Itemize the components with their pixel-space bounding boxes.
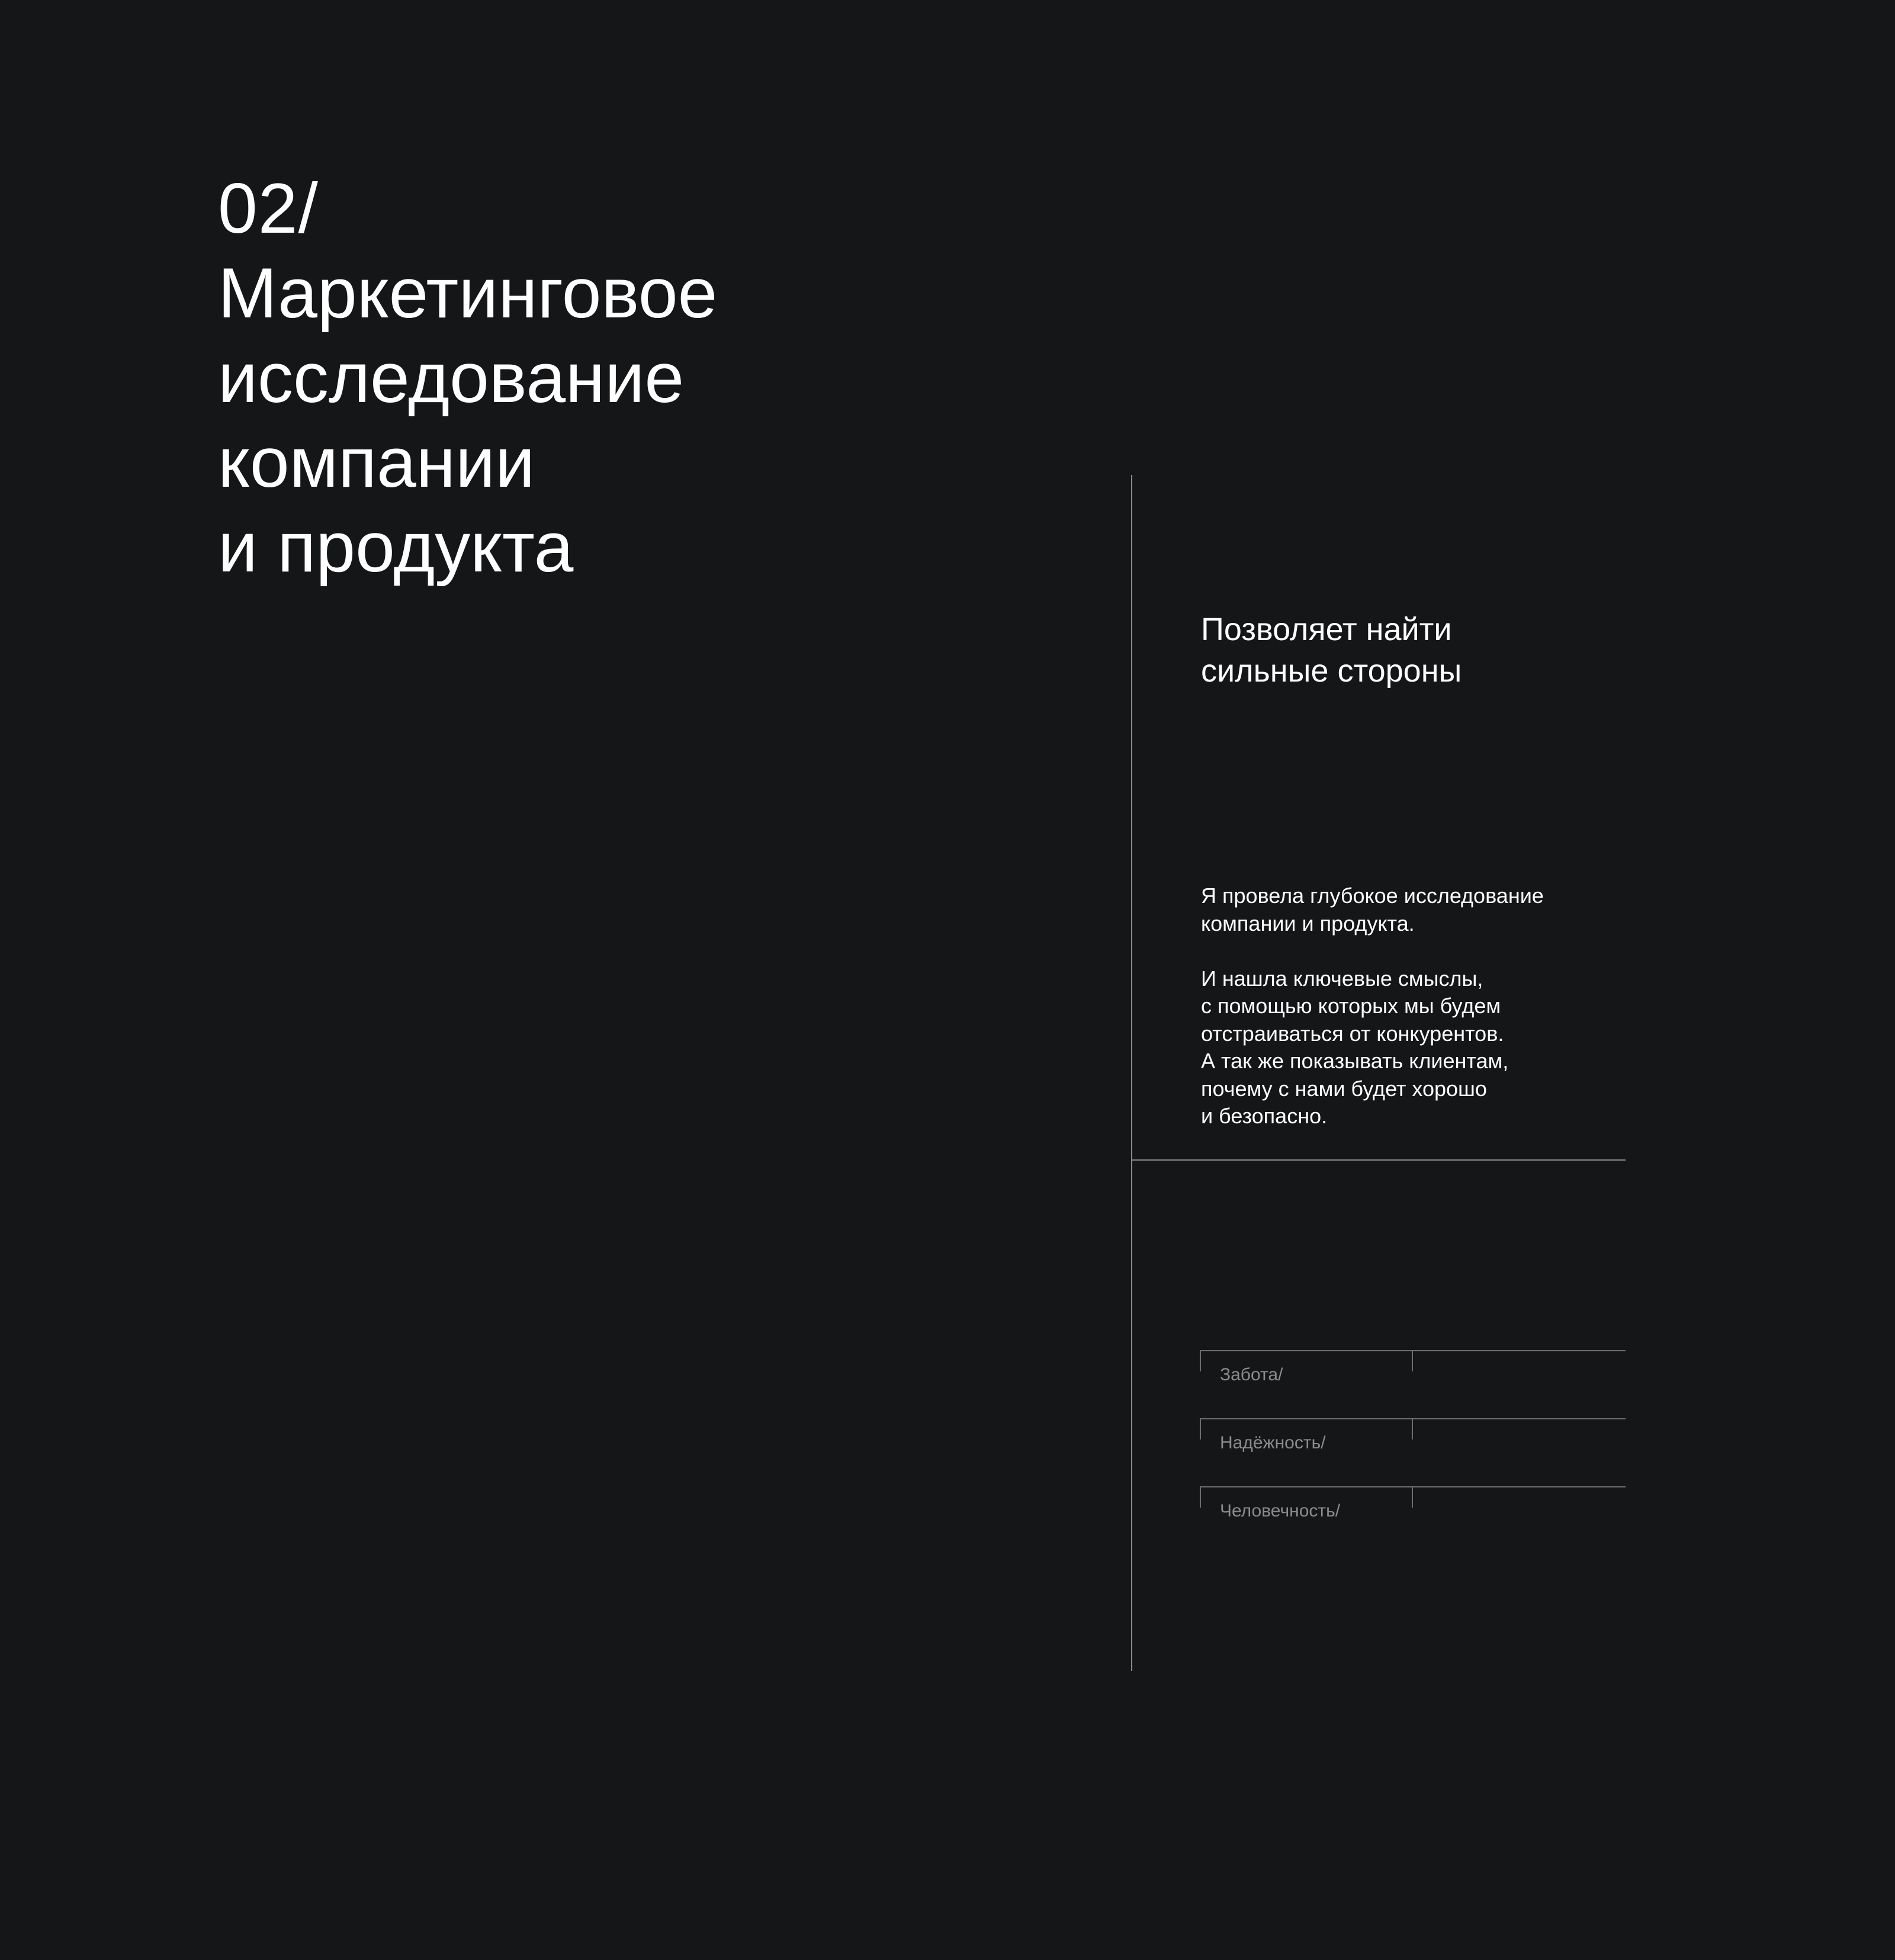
value-label: Надёжность/: [1220, 1433, 1326, 1453]
description-line: И нашла ключевые смыслы,: [1201, 966, 1483, 991]
description-line: и безопасно.: [1201, 1104, 1328, 1128]
panel-description: [1201, 882, 1544, 1130]
section-title-line: и продукта: [218, 507, 574, 587]
value-tick: [1200, 1350, 1201, 1371]
horizontal-divider: [1131, 1159, 1626, 1161]
section-title-line: Маркетинговое: [218, 253, 718, 333]
value-item: [1200, 1486, 1626, 1554]
paragraph-gap: [1201, 937, 1544, 965]
values-list: [1200, 1350, 1626, 1554]
section-title-line: исследование: [218, 338, 685, 417]
value-item: [1200, 1350, 1626, 1418]
panel-subtitle-line: Позволяет найти: [1201, 612, 1452, 647]
description-line: А так же показывать клиентам,: [1201, 1049, 1509, 1073]
section-title-line: компании: [218, 423, 535, 502]
description-line: Я провела глубокое исследование: [1201, 883, 1544, 908]
section-title: [218, 251, 717, 590]
value-label: Человечность/: [1220, 1501, 1341, 1521]
value-tick: [1412, 1418, 1413, 1440]
value-label: Забота/: [1220, 1365, 1283, 1384]
description-line: компании и продукта.: [1201, 911, 1415, 936]
panel-subtitle-line: сильные стороны: [1201, 653, 1462, 689]
description-line: отстраиваться от конкурентов.: [1201, 1021, 1504, 1046]
value-tick: [1200, 1418, 1201, 1440]
value-tick: [1200, 1486, 1201, 1508]
value-item: [1200, 1418, 1626, 1486]
panel-subtitle: [1201, 609, 1462, 692]
description-line: с помощью которых мы будем: [1201, 994, 1501, 1018]
value-tick: [1412, 1350, 1413, 1371]
section-number: 02/: [218, 169, 319, 248]
value-tick: [1412, 1486, 1413, 1508]
description-line: почему с нами будет хорошо: [1201, 1076, 1487, 1101]
vertical-divider: [1131, 475, 1132, 1671]
